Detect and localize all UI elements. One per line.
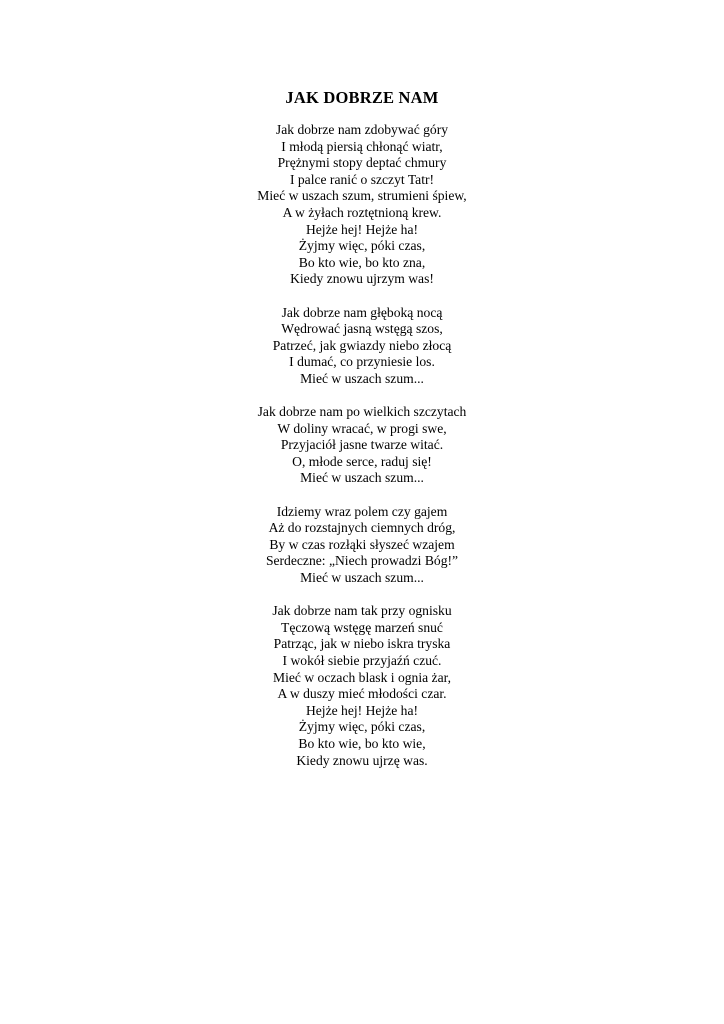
poem-line: Wędrować jasną wstęgą szos, [281, 321, 443, 337]
poem-line: I młodą piersią chłonąć wiatr, [281, 138, 443, 154]
poem-line: Kiedy znowu ujrzym was! [290, 271, 434, 287]
poem-line: Jak dobrze nam tak przy ognisku [272, 603, 452, 619]
poem-line: Jak dobrze nam głęboką nocą [281, 304, 443, 320]
poem-line: Bo kto wie, bo kto zna, [298, 254, 426, 270]
poem-line: Mieć w uszach szum... [300, 470, 424, 486]
poem-line: Hejże hej! Hejże ha! [305, 221, 419, 237]
poem-line: Mieć w uszach szum, strumieni śpiew, [257, 188, 467, 204]
poem-line: Jak dobrze nam zdobywać góry [275, 122, 449, 137]
poem-line: By w czas rozłąki słyszeć wzajem [269, 536, 455, 552]
stanza-1 [0, 122, 724, 288]
poem-line: Mieć w oczach blask i ognia żar, [273, 669, 451, 685]
stanza-5 [0, 603, 724, 769]
poem-line: Mieć w uszach szum... [300, 370, 424, 386]
poem-line: Serdeczne: „Niech prowadzi Bóg!” [265, 553, 459, 569]
poem-line: Żyjmy więc, póki czas, [298, 238, 426, 254]
poem-title: JAK DOBRZE NAM [285, 88, 439, 107]
poem-line: Patrząc, jak w niebo iskra tryska [273, 636, 451, 652]
poem-line: Tęczową wstęgę marzeń snuć [281, 619, 443, 635]
poem-line: Kiedy znowu ujrzę was. [296, 752, 428, 768]
poem-line: Patrzeć, jak gwiazdy niebo złocą [272, 337, 452, 353]
poem-line: Mieć w uszach szum... [300, 570, 424, 586]
poem-line: I wokół siebie przyjaźń czuć. [282, 653, 442, 668]
poem-line: W doliny wracać, w progi swe, [277, 420, 447, 436]
poem-line: Żyjmy więc, póki czas, [298, 719, 426, 735]
poem-line: Bo kto wie, bo kto wie, [298, 735, 426, 751]
stanza-4 [0, 504, 724, 587]
stanza-3 [0, 404, 724, 487]
poem-line: I palce ranić o szczyt Tatr! [289, 171, 435, 187]
stanza-2 [0, 305, 724, 388]
poem-line: Idziemy wraz polem czy gajem [276, 503, 448, 519]
poem-line: Hejże hej! Hejże ha! [305, 702, 419, 718]
poem-line: A w żyłach roztętnioną krew. [282, 204, 442, 220]
poem-line: Aż do rozstajnych ciemnych dróg, [268, 520, 456, 536]
poem-body [0, 122, 724, 786]
poem-line: A w duszy mieć młodości czar. [277, 686, 447, 702]
poem-line: Jak dobrze nam po wielkich szczytach [257, 404, 467, 420]
poem-line: I dumać, co przyniesie los. [289, 354, 435, 370]
poem-line: Przyjaciół jasne twarze witać. [280, 437, 444, 453]
poem-line: Prężnymi stopy deptać chmury [277, 155, 447, 171]
poem-line: O, młode serce, raduj się! [292, 453, 432, 469]
